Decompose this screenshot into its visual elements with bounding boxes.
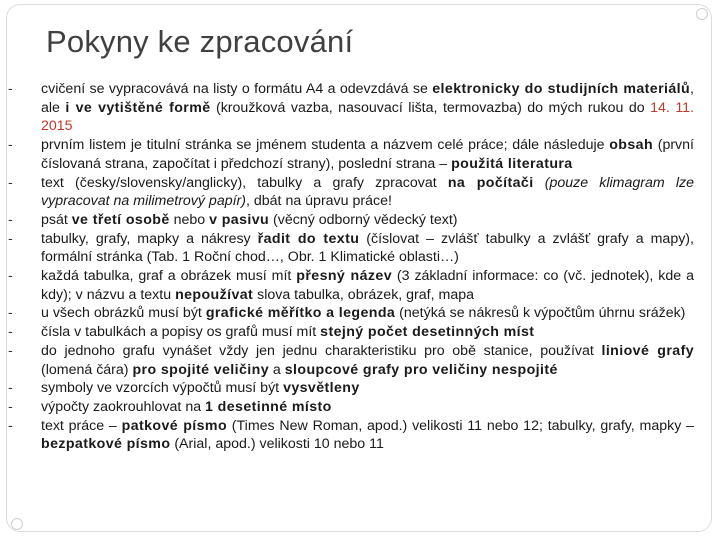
list-item xyxy=(8,342,694,379)
bullet-dash: - xyxy=(8,380,13,397)
bullet-dash: - xyxy=(8,324,13,341)
bullet-dash: - xyxy=(8,268,13,285)
emphasis-text: ve třetí osobě xyxy=(71,211,170,228)
emphasis-text: i ve vytištěné formě xyxy=(65,99,211,116)
list-item xyxy=(8,304,694,323)
item-text: (netýká se nákresů k výpočtům úhrnu srážek) xyxy=(395,305,686,322)
item-text: každá tabulka, graf a obrázek musí mít xyxy=(41,268,297,285)
emphasis-text: obsah xyxy=(609,137,654,154)
item-text: (Times New Roman, apod.) velikosti 11 nebo 12; tabulky, grafy, mapky – xyxy=(227,417,694,434)
bullet-dash: - xyxy=(8,417,13,434)
item-text: (první číslovaná strana, započítat i předchozí strany), poslední strana – xyxy=(41,137,694,172)
emphasis-text: 1 desetinné místo xyxy=(205,398,332,415)
item-text: (lomená čára) xyxy=(41,361,133,378)
emphasis-text: sloupcové grafy pro veličiny nespojité xyxy=(284,361,558,378)
emphasis-text: řadit do textu xyxy=(257,230,360,247)
emphasis-text: přesný název xyxy=(296,268,392,285)
item-text: (kroužková vazba, nasouvací lišta, termovazba) do mých rukou do xyxy=(210,99,651,116)
item-text: nebo xyxy=(169,211,210,228)
item-text: prvním listem je titulní stránka se jménem studenta a názvem celé práce; dále následuje xyxy=(41,137,610,154)
item-text: (číslovat – zvlášť tabulky a zvlášť grafy a mapy), formální stránka (Tab. 1 Roční chod…, Obr. 1 Klimatické oblasti…) xyxy=(41,230,694,266)
item-text: (3 základní informace: co (vč. jednotek), kde a kdy); v názvu a textu xyxy=(41,268,694,303)
bullet-dash: - xyxy=(8,398,13,415)
item-text: čísla v tabulkách a popisy os grafů musí mít xyxy=(41,324,321,341)
emphasis-text: na počítači xyxy=(447,174,534,191)
item-text: psát xyxy=(41,211,72,228)
list-item xyxy=(8,417,694,454)
list-item xyxy=(8,211,694,230)
list-item xyxy=(8,267,694,304)
item-text: symboly ve vzorcích výpočtů musí být xyxy=(41,380,284,397)
item-text: text práce – xyxy=(41,417,122,434)
deadline-date: 14. 11. 2015 xyxy=(41,99,695,135)
item-text: tabulky, grafy, mapky a nákresy xyxy=(41,230,258,247)
item-text: u všech obrázků musí být xyxy=(41,305,206,322)
item-text: do jednoho grafu vynášet vždy jen jednu charakteristiku pro obě stanice, používat xyxy=(41,342,602,359)
bullet-dash: - xyxy=(8,137,13,154)
item-text: , ale xyxy=(41,81,694,116)
list-item xyxy=(8,379,694,398)
emphasis-text: použitá literatura xyxy=(451,155,573,172)
item-text: a xyxy=(268,361,285,378)
item-text: slova tabulka, obrázek, graf, mapa xyxy=(253,286,474,303)
item-text xyxy=(534,175,545,191)
list-item xyxy=(8,136,694,173)
instructions-list xyxy=(8,80,694,454)
emphasis-text: grafické měřítko a legenda xyxy=(205,305,396,322)
bullet-dash: - xyxy=(8,174,13,191)
slide-title: Pokyny ke zpracování xyxy=(46,24,354,59)
list-item xyxy=(8,230,694,267)
corner-circle-decoration xyxy=(696,8,708,20)
emphasis-text: elektronicky do studijních materiálů xyxy=(432,81,691,97)
bullet-dash: - xyxy=(8,305,13,322)
list-item xyxy=(8,174,694,211)
item-text: text (česky/slovensky/anglicky), tabulky a grafy zpracovat xyxy=(41,174,448,191)
emphasis-text: pro spojité veličiny xyxy=(132,361,269,378)
item-text: cvičení se vypracovává na listy o formátu A4 a odevzdává se xyxy=(41,81,433,97)
bullet-dash: - xyxy=(8,211,13,228)
emphasis-text: liniové grafy xyxy=(601,342,694,359)
item-text: (pouze klimagram lze vypracovat na milimetrový papír) xyxy=(41,174,694,210)
emphasis-text: nepoužívat xyxy=(175,286,254,303)
bullet-dash: - xyxy=(8,230,13,247)
item-text: (věcný odborný vědecký text) xyxy=(269,211,458,228)
emphasis-text: vysvětleny xyxy=(283,380,360,397)
item-text: , dbát na úpravu práce! xyxy=(246,193,392,210)
item-text: (Arial, apod.) velikosti 10 nebo 11 xyxy=(170,436,384,453)
emphasis-text: patkové písmo xyxy=(121,417,228,434)
bullet-dash: - xyxy=(8,81,13,97)
corner-circle-decoration xyxy=(11,518,23,530)
list-item xyxy=(8,323,694,342)
list-item xyxy=(8,398,694,417)
emphasis-text: bezpatkové písmo xyxy=(41,436,171,453)
emphasis-text: stejný počet desetinných míst xyxy=(320,324,535,341)
item-text: výpočty zaokrouhlovat na xyxy=(41,398,206,415)
emphasis-text: v pasivu xyxy=(209,211,270,228)
bullet-dash: - xyxy=(8,342,13,359)
list-item xyxy=(8,80,694,136)
